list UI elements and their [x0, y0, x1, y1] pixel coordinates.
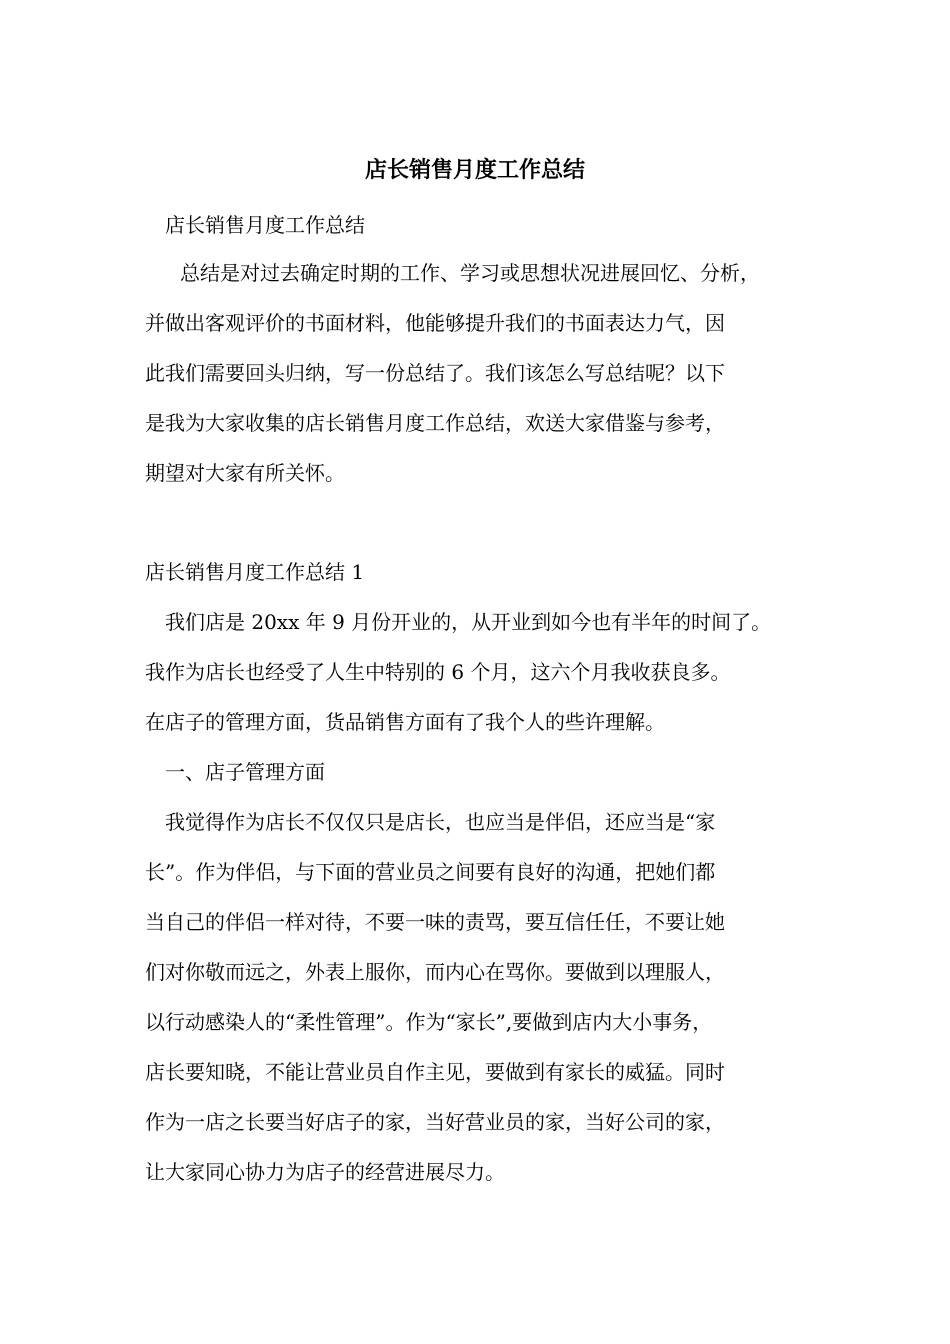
intro-line: 此我们需要回头归纳，写一份总结了。我们该怎么写总结呢？以下	[145, 361, 725, 385]
paragraph-line: 让大家同心协力为店子的经营进展尽力。	[145, 1160, 505, 1184]
paragraph-line: 作为一店之长要当好店子的家，当好营业员的家，当好公司的家，	[145, 1110, 725, 1134]
paragraph-line: 长”。作为伴侣，与下面的营业员之间要有良好的沟通，把她们都	[145, 860, 716, 884]
paragraph-line: 当自己的伴侣一样对待，不要一味的责骂，要互信任任，不要让她	[145, 910, 725, 934]
document-subtitle: 店长销售月度工作总结	[165, 213, 365, 237]
paragraph-line: 我作为店长也经受了人生中特别的 6 个月，这六个月我收获良多。	[145, 660, 731, 684]
paragraph-line: 我们店是 20xx 年 9 月份开业的，从开业到如今也有半年的时间了。	[165, 610, 772, 634]
intro-line: 是我为大家收集的店长销售月度工作总结，欢送大家借鉴与参考，	[145, 411, 725, 435]
paragraph-line: 我觉得作为店长不仅仅只是店长，也应当是伴侣，还应当是“家	[165, 810, 716, 834]
intro-line: 总结是对过去确定时期的工作、学习或思想状况进展回忆、分析，	[180, 261, 760, 285]
intro-line: 并做出客观评价的书面材料，他能够提升我们的书面表达力气，因	[145, 311, 725, 335]
section-heading: 店长销售月度工作总结 1	[145, 560, 365, 584]
document-title: 店长销售月度工作总结	[364, 157, 585, 183]
paragraph-line: 们对你敬而远之，外表上服你，而内心在骂你。要做到以理服人，	[145, 960, 725, 984]
subheading: 一、店子管理方面	[165, 760, 325, 784]
paragraph-line: 在店子的管理方面，货品销售方面有了我个人的些许理解。	[145, 710, 665, 734]
intro-line: 期望对大家有所关怀。	[145, 461, 345, 485]
paragraph-line: 以行动感染人的“柔性管理”。作为“家长”,要做到店内大小事务，	[145, 1010, 713, 1034]
paragraph-line: 店长要知晓，不能让营业员自作主见，要做到有家长的威猛。同时	[145, 1060, 725, 1084]
